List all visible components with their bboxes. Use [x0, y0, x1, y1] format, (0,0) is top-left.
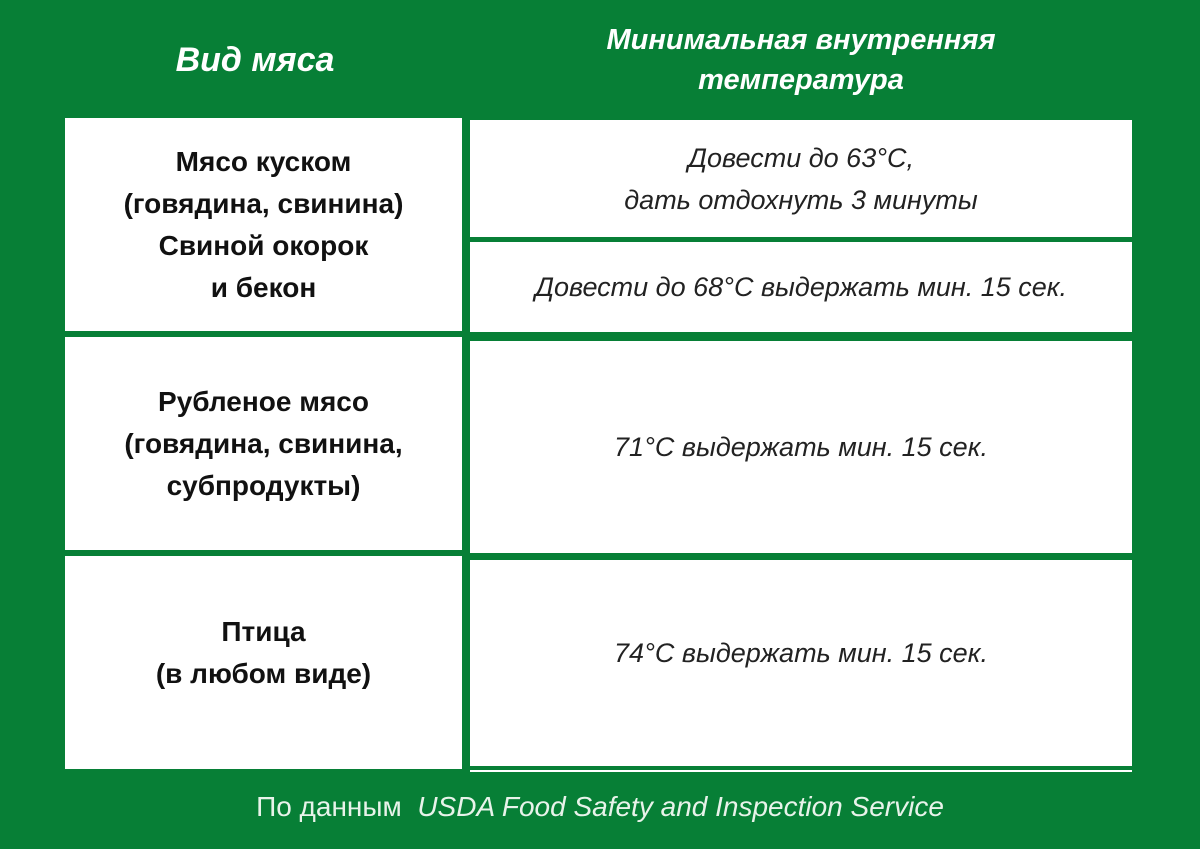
- meat-ground-line-1: Рубленое мясо: [158, 385, 369, 417]
- temp-ham-line-1: Довести до 68°C выдержать мин. 15 сек.: [534, 272, 1068, 302]
- header-meat-type: Вид мяса: [175, 41, 335, 79]
- meat-poultry-line-2: (в любом виде): [155, 657, 372, 689]
- header-min-temperature: [470, 20, 1132, 100]
- meat-ground-text: [65, 381, 462, 507]
- temp-cell-poultry: [470, 560, 1132, 766]
- temp-poultry-text: [470, 632, 1132, 674]
- temp-ground-line-1: 71°C выдержать мин. 15 сек.: [614, 432, 988, 462]
- meat-ground-line-3: субпродукты): [166, 469, 361, 501]
- footer-prefix: По данным: [256, 791, 402, 822]
- temp-cell-ham: [470, 242, 1132, 332]
- table-bottom-divider: [470, 770, 1132, 772]
- meat-whole-and-ham-text: [65, 141, 462, 309]
- temp-ham-text: [470, 266, 1132, 308]
- footer-source: USDA Food Safety and Inspection Service: [417, 791, 944, 822]
- header-temp-line-2: температура: [698, 64, 904, 96]
- header-temp-line-1: Минимальная внутренняя: [606, 24, 996, 56]
- temp-poultry-line-1: 74°C выдержать мин. 15 сек.: [614, 638, 988, 668]
- meat-whole-line-1: Мясо куском: [175, 145, 352, 177]
- meat-poultry-line-1: Птица: [221, 615, 306, 647]
- meat-ham-line-2: и бекон: [210, 271, 317, 303]
- temp-whole-line-1: Довести до 63°C,: [687, 142, 915, 173]
- meat-ground-line-2: (говядина, свинина,: [124, 427, 403, 459]
- temp-cell-whole: [470, 120, 1132, 237]
- meat-cell-ground: [65, 337, 462, 550]
- temp-ground-text: [470, 426, 1132, 468]
- meat-whole-line-2: (говядина, свинина): [123, 187, 404, 219]
- meat-cell-poultry: [65, 556, 462, 769]
- temp-whole-text: [470, 137, 1132, 221]
- temp-whole-line-2: дать отдохнуть 3 минуты: [624, 184, 978, 215]
- meat-cell-whole-and-ham: [65, 118, 462, 331]
- meat-poultry-text: [65, 611, 462, 695]
- footer-source-note: [0, 787, 1200, 827]
- temp-cell-ground: [470, 341, 1132, 553]
- meat-ham-line-1: Свиной окорок: [158, 229, 369, 261]
